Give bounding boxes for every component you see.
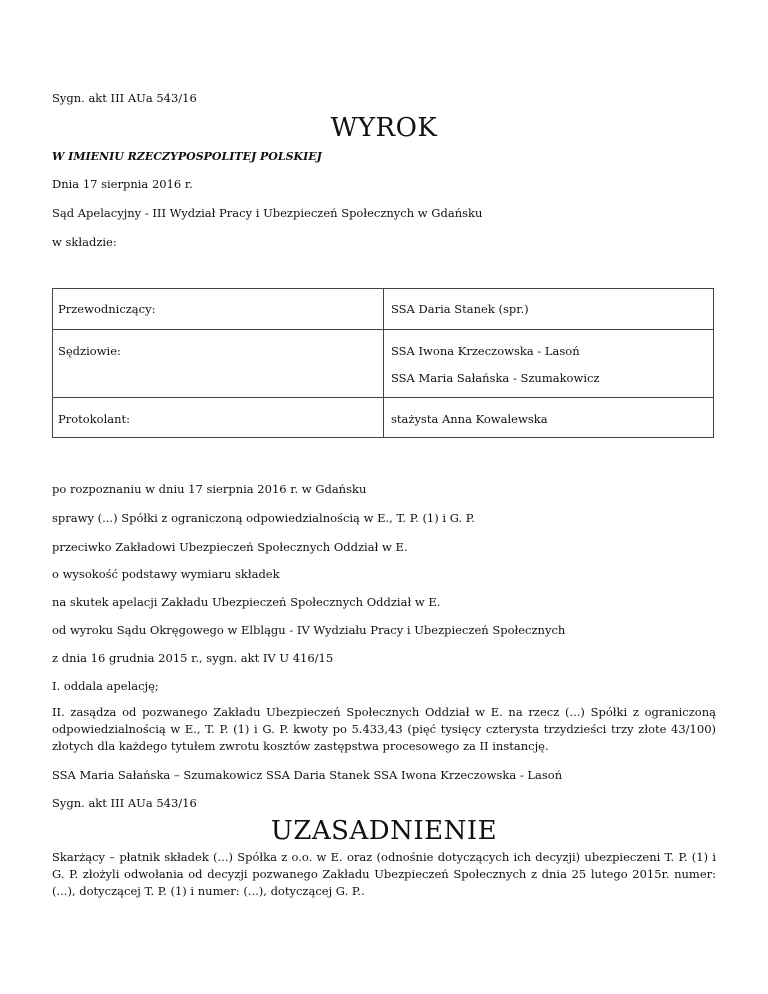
panel-divider xyxy=(383,289,384,437)
verdict-title: WYROK xyxy=(330,113,438,143)
justification-title: UZASADNIENIE xyxy=(270,816,498,846)
proceedings-line: od wyroku Sądu Okręgowego w Elblągu - IV Wydziału Pracy i Ubezpieczeń Społecznych xyxy=(52,623,566,637)
panel-row-divider xyxy=(53,329,713,330)
judge-name: SSA Iwona Krzeczowska - Lasoń xyxy=(391,344,580,358)
justification-paragraph: Skarżący – płatnik składek (...) Spółka z o.o. w E. oraz (odnośnie dotyczących ich decyzji) ubezpieczeni T. P. (1) i G. P. złożyli odwołania od decyzji pozwanego Zakładu Ubezpieczeń Społecznych z dnia 25 lutego 2015r. numer: (...), dotyczącej T. P. (1) i numer: (...), dotyczącej G. P.. xyxy=(52,850,716,898)
judges-signatures: SSA Maria Sałańska – Szumakowicz SSA Daria Stanek SSA Iwona Krzeczowska - Lasoń xyxy=(52,768,563,782)
panel-row-divider xyxy=(53,397,713,398)
verdict-date: Dnia 17 sierpnia 2016 r. xyxy=(52,177,193,191)
proceedings-line: na skutek apelacji Zakładu Ubezpieczeń Społecznych Oddział w E. xyxy=(52,595,441,609)
court-name: Sąd Apelacyjny - III Wydział Pracy i Ubezpieczeń Społecznych w Gdańsku xyxy=(52,206,483,220)
case-signature: Sygn. akt III AUa 543/16 xyxy=(52,91,197,105)
judges-label: Sędziowie: xyxy=(58,344,121,358)
clerk-name: stażysta Anna Kowalewska xyxy=(391,412,548,426)
clerk-label: Protokolant: xyxy=(58,412,131,426)
ruling-point-i: I. oddala apelację; xyxy=(52,679,159,693)
composition-label: w składzie: xyxy=(52,235,117,249)
proceedings-line: z dnia 16 grudnia 2015 r., sygn. akt IV U 416/15 xyxy=(52,651,334,665)
proceedings-line: o wysokość podstawy wymiaru składek xyxy=(52,567,280,581)
judge-name: SSA Maria Sałańska - Szumakowicz xyxy=(391,371,600,385)
ruling-point-ii: II. zasądza od pozwanego Zakładu Ubezpieczeń Społecznych Oddział w E. na rzecz (...) Spółki z ograniczoną odpowiedzialnością w E., T. P. (1) i G. P. kwoty po 5.433,43 (pięć tysięcy czterysta trzydzieści trzy złote 43/100) złotych dla każdego tytułem zwrotu kosztów zastępstwa procesowego za II instancję. xyxy=(52,705,716,753)
panel-table xyxy=(52,288,714,438)
chair-name: SSA Daria Stanek (spr.) xyxy=(391,302,529,316)
verdict-subtitle: W IMIENIU RZECZYPOSPOLITEJ POLSKIEJ xyxy=(52,150,322,163)
proceedings-line: sprawy (...) Spółki z ograniczoną odpowiedzialnością w E., T. P. (1) i G. P. xyxy=(52,511,475,525)
chair-label: Przewodniczący: xyxy=(58,302,156,316)
proceedings-line: przeciwko Zakładowi Ubezpieczeń Społecznych Oddział w E. xyxy=(52,540,408,554)
proceedings-line: po rozpoznaniu w dniu 17 sierpnia 2016 r. w Gdańsku xyxy=(52,482,367,496)
case-signature-bottom: Sygn. akt III AUa 543/16 xyxy=(52,796,197,810)
